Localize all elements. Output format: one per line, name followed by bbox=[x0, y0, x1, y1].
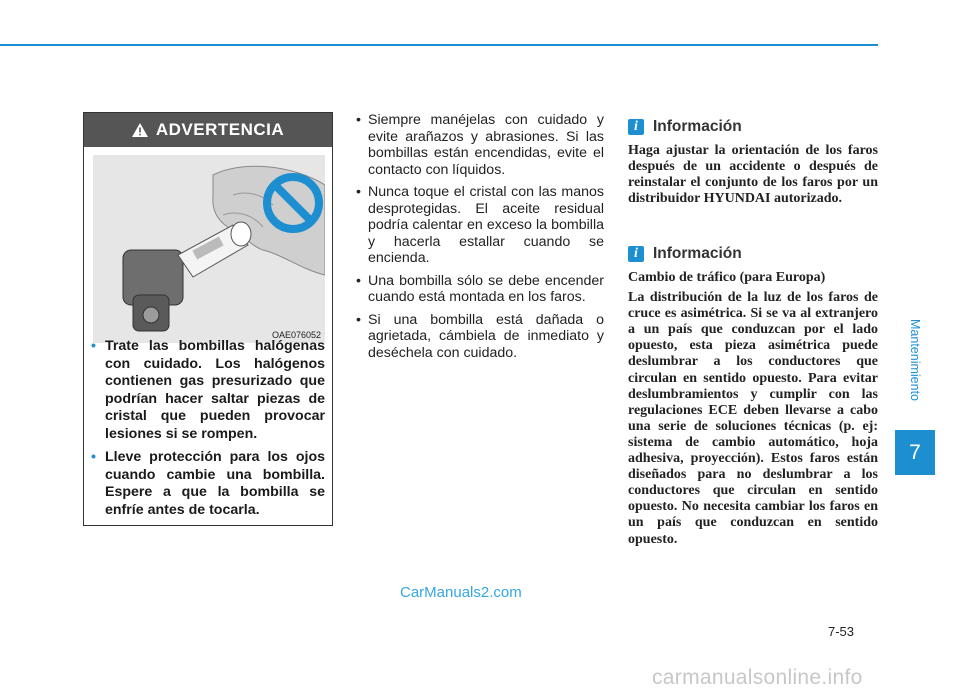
info-body: La distribución de la luz de los faros de cruce es asimétrica. Si se va al extranjero a un país que conduzcan por el lado opuesto, esta pieza asimétrica puede deslumbrar a los conductores que circulan en sentido opuesto. Para evitar deslumbramientos y cumplir con las regulaciones ECE deben llevarse a cabo una serie de soluciones técnicas (p. ej: sistema de cambio automático, hoja adhesiva, proyección). Estos faros están diseñados para no deslumbrar a los conductores que circulan en sentido opuesto. No necesita cambiar los faros en un país que conduzcan en sentido opuesto. bbox=[628, 290, 878, 547]
info-icon: i bbox=[628, 246, 644, 262]
chapter-name: Mantenimiento bbox=[908, 319, 922, 401]
warning-item-text: Trate las bombillas halógenas con cuidado. Los halógenos contienen gas presurizado que podrían hacer saltar piezas de cristal que pueden provocar lesiones si se rompen. bbox=[105, 338, 325, 442]
precaution-text: Una bombilla sólo se debe encender cuando está montada en los faros. bbox=[368, 272, 604, 305]
info-subtitle: Cambio de tráfico (para Europa) bbox=[628, 270, 826, 285]
warning-triangle-icon bbox=[132, 123, 148, 137]
bulb-handling-illustration bbox=[93, 155, 325, 343]
warning-box bbox=[83, 112, 333, 526]
list-item bbox=[354, 184, 604, 267]
list-item bbox=[91, 449, 325, 519]
info-title: Información bbox=[653, 118, 742, 135]
chapter-side-label bbox=[905, 300, 925, 420]
bullet-icon: • bbox=[356, 112, 361, 128]
image-code: OAE076052 bbox=[271, 330, 321, 340]
header-rule bbox=[0, 44, 878, 46]
warning-header bbox=[84, 113, 332, 147]
info-title: Información bbox=[653, 245, 742, 262]
footer-watermark: carmanualsonline.info bbox=[652, 666, 863, 689]
info-body: Haga ajustar la orientación de los faros después de un accidente o después de reinstalar el conjunto de los faros por un distribuidor HYUNDAI autorizado. bbox=[628, 143, 878, 207]
chapter-tab: 7 bbox=[895, 430, 935, 475]
bullet-icon: • bbox=[91, 338, 96, 354]
list-item bbox=[354, 273, 604, 306]
info-icon: i bbox=[628, 119, 644, 135]
precaution-text: Nunca toque el cristal con las manos desprotegidas. El aceite residual podría calentar en exceso la bombilla y hacerla estallar cuando se encienda. bbox=[368, 184, 604, 266]
watermark-link[interactable]: CarManuals2.com bbox=[400, 584, 522, 601]
warning-list bbox=[91, 338, 325, 525]
info-block-2 bbox=[628, 244, 878, 548]
bullet-icon: • bbox=[356, 184, 361, 200]
list-item bbox=[354, 112, 604, 178]
bullet-icon: • bbox=[91, 449, 96, 465]
precautions-list bbox=[354, 112, 604, 367]
info-heading bbox=[628, 244, 878, 264]
precaution-text: Si una bombilla está dañada o agrietada, cámbiela de inmediato y deséchela con cuidado. bbox=[368, 311, 604, 361]
list-item bbox=[354, 312, 604, 362]
list-item bbox=[91, 338, 325, 443]
info-heading bbox=[628, 117, 878, 137]
warning-title: ADVERTENCIA bbox=[155, 120, 285, 139]
info-block-1 bbox=[628, 117, 878, 207]
precaution-text: Siempre manéjelas con cuidado y evite arañazos y abrasiones. Si las bombillas están encendidas, evite el contacto con líquidos. bbox=[368, 112, 604, 178]
page-number: 7-53 bbox=[828, 624, 855, 639]
bullet-icon: • bbox=[356, 311, 361, 328]
bullet-icon: • bbox=[356, 272, 361, 289]
warning-item-text: Lleve protección para los ojos cuando cambie una bombilla. Espere a que la bombilla se enfríe antes de tocarla. bbox=[105, 449, 325, 518]
